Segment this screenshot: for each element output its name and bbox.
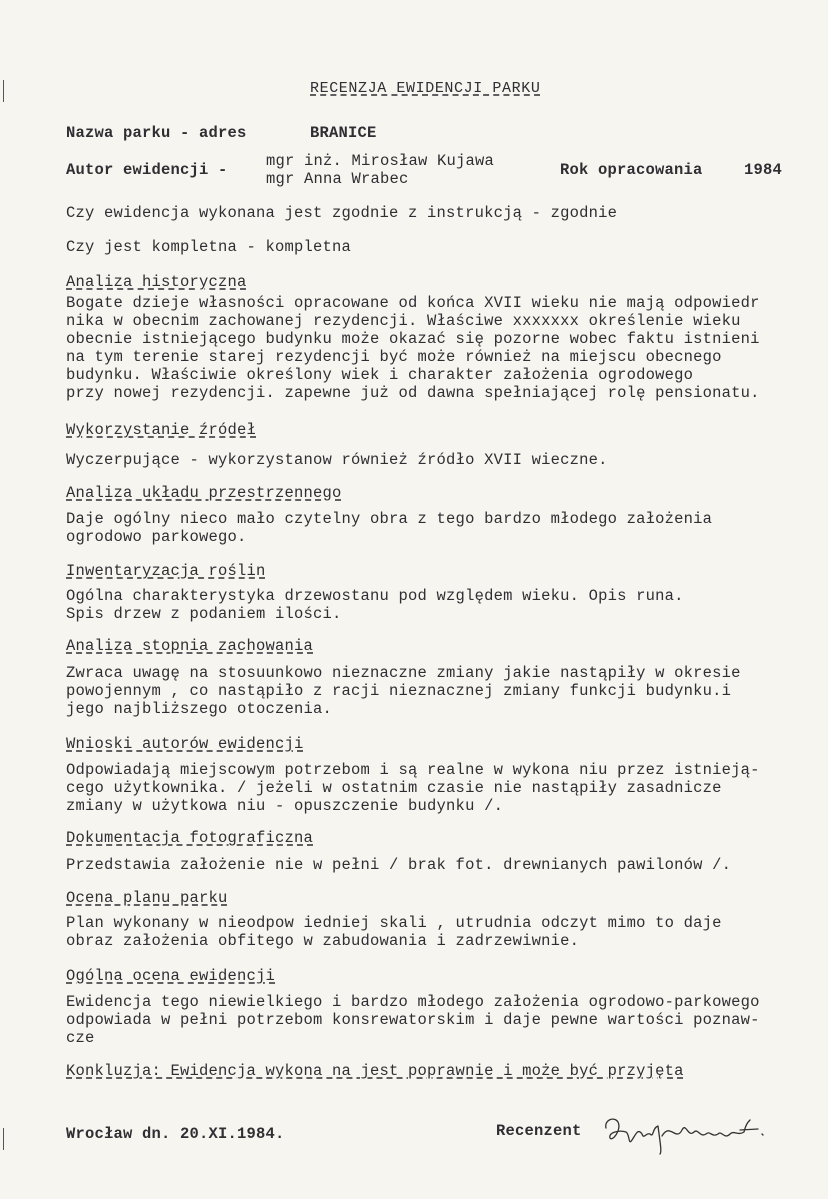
place-date: Wrocław dn. 20.XI.1984.	[66, 1125, 285, 1143]
body-line: obraz założenia obfitego w zabudowania i zadrzewiwnie.	[66, 932, 580, 950]
section-heading-plan: Ocena planu parku	[66, 889, 228, 907]
body-line: zmiany w użytkowa niu - opuszczenie budynku /.	[66, 797, 504, 815]
park-name-label: Nazwa parku - adres	[66, 124, 247, 142]
author-name-1: mgr inż. Mirosław Kujawa	[266, 152, 495, 170]
park-name-value: BRANICE	[310, 124, 377, 142]
section-heading-plants: Inwentaryzacja roślin	[66, 562, 266, 580]
author-name-2: mgr Anna Wrabec	[266, 170, 409, 188]
body-line: odpowiada w pełni potrzebom konsrewatorskim i daje pewne wartości poznaw-	[66, 1011, 760, 1029]
year-value: 1984	[744, 161, 783, 179]
author-label: Autor ewidencji -	[66, 161, 228, 179]
body-line: ogrodowo parkowego.	[66, 528, 247, 546]
body-line: powojennym , co nastąpiło z racji nieznacznej zmiany funkcji budynku.i	[66, 682, 732, 700]
margin-mark	[3, 80, 4, 102]
body-line: na tym terenie starej rezydencji być może również na miejscu obecnego	[66, 348, 722, 366]
body-line: Ewidencja tego niewielkiego i bardzo młodego założenia ogrodowo-parkowego	[66, 993, 760, 1011]
conclusion-statement: Konkluzja: Ewidencja wykona na jest poprawnie i może być przyjęta	[66, 1062, 684, 1080]
body-line: cego użytkownika. / jeżeli w ostatnim czasie nie nastąpiły zasadnicze	[66, 779, 722, 797]
body-line: przy nowej rezydencji. zapewne już od dawna spełniającej rolę pensionatu.	[66, 384, 760, 402]
body-line: Odpowiadają miejscowym potrzebom i są realne w wykona niu przez istnieją-	[66, 761, 760, 779]
year-label: Rok opracowania	[560, 161, 703, 179]
completeness-question: Czy jest kompletna - kompletna	[66, 238, 352, 256]
section-heading-overall: Ogólna ocena ewidencji	[66, 967, 276, 985]
body-line: Zwraca uwagę na stosuunkowo nieznaczne zmiany jakie nastąpiły w okresie	[66, 664, 741, 682]
body-line: Bogate dzieje własności opracowane od końca XVII wieku nie mają odpowiedr	[66, 294, 760, 312]
body-line: nika w obecnim zachowanej rezydencji. Właściwe xxxxxxx określenie wieku	[66, 312, 741, 330]
margin-mark	[3, 1128, 4, 1150]
section-heading-photo: Dokumentacja fotograficzna	[66, 829, 314, 847]
section-heading-preservation: Analiza stopnia zachowania	[66, 637, 314, 655]
handwritten-signature	[600, 1112, 770, 1156]
body-line: Spis drzew z podaniem ilości.	[66, 605, 342, 623]
section-heading-historical: Analiza historyczna	[66, 273, 247, 291]
document-title: RECENZJA EWIDENCJI PARKU	[310, 80, 541, 97]
body-line: budynku. Właściwie określony wiek i charakter założenia ogrodowego	[66, 366, 694, 384]
body-line: jego najbliższego otoczenia.	[66, 700, 333, 718]
reviewer-label: Recenzent	[496, 1122, 582, 1140]
body-line: Daje ogólny nieco mało czytelny obra z tego bardzo młodego założenia	[66, 510, 713, 528]
section-heading-spatial: Analiza układu przestrzennego	[66, 484, 342, 502]
body-line: Ogólna charakterystyka drzewostanu pod względem wieku. Opis runa.	[66, 587, 684, 605]
body-line: Wyczerpujące - wykorzystanow również źródło XVII wieczne.	[66, 451, 608, 469]
compliance-question: Czy ewidencja wykonana jest zgodnie z instrukcją - zgodnie	[66, 204, 618, 222]
body-line: Przedstawia założenie nie w pełni / brak fot. drewnianych pawilonów /.	[66, 856, 732, 874]
body-line: obecnie istniejącego budynku może okazać się pozorne wobec faktu istnieni	[66, 330, 760, 348]
body-line: cze	[66, 1029, 95, 1047]
body-line: Plan wykonany w nieodpow iedniej skali , utrudnia odczyt mimo to daje	[66, 914, 722, 932]
section-heading-sources: Wykorzystanie źródeł	[66, 421, 257, 439]
section-heading-conclusions: Wnioski autorów ewidencji	[66, 735, 304, 753]
